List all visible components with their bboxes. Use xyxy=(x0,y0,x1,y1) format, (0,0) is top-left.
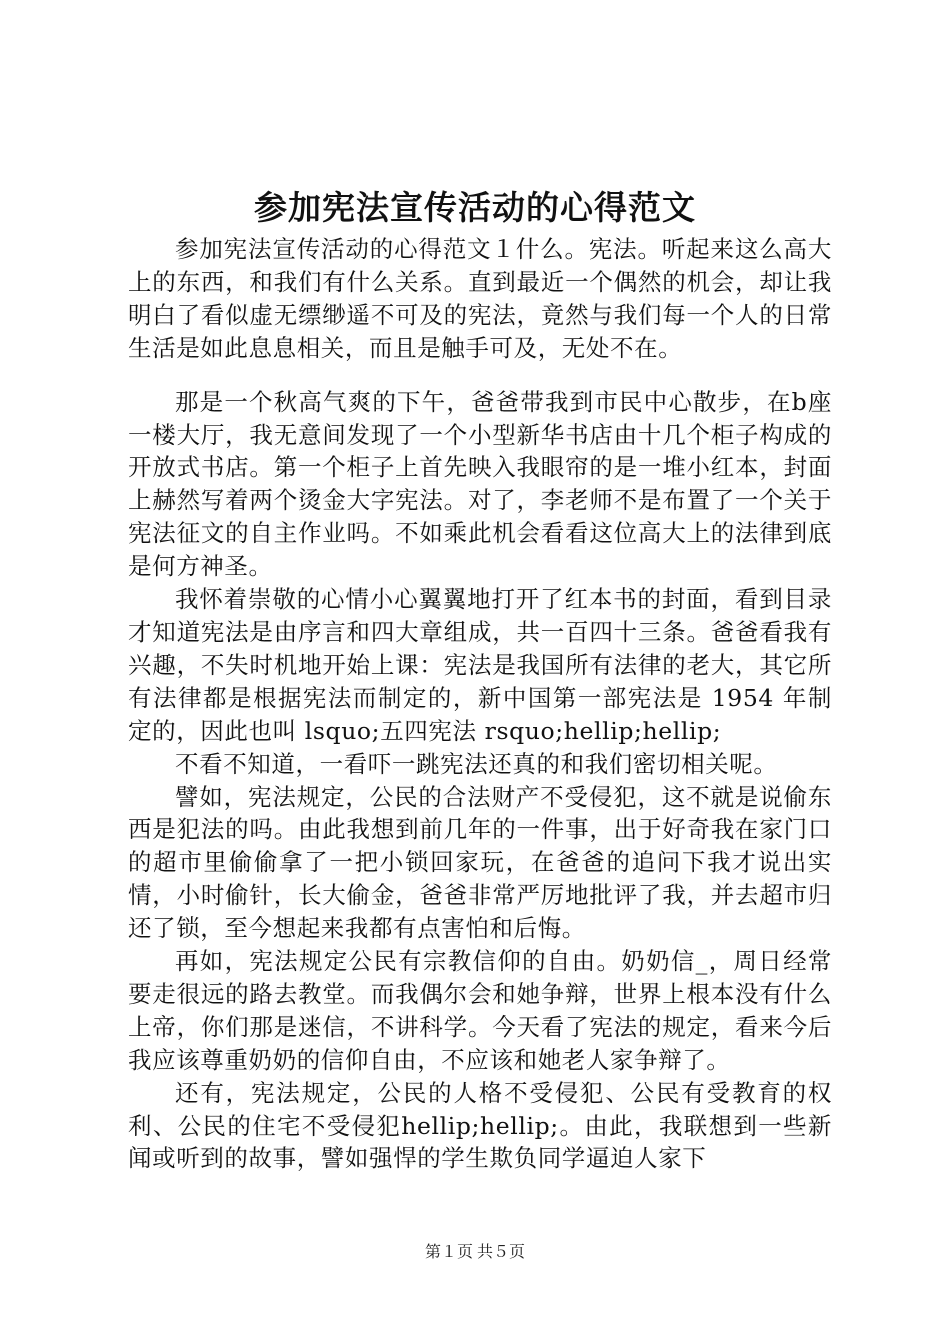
page-footer: 第１页 共５页 xyxy=(424,1244,525,1261)
paragraph: 还有，宪法规定，公民的人格不受侵犯、公民有受教育的权利、公民的住宅不受侵犯hellip;hellip;。由此，我联想到一些新闻或听到的故事，譬如强悍的学生欺负同学逼迫人家下 xyxy=(128,1078,832,1173)
document-title: 参加宪法宣传活动的心得范文 xyxy=(254,188,696,227)
paragraph: 那是一个秋高气爽的下午，爸爸带我到市民中心散步，在b座一楼大厅，我无意间发现了一个小型新华书店由十几个柜子构成的开放式书店。第一个柜子上首先映入我眼帘的是一堆小红本，封面上赫然写着两个烫金大字宪法。对了，李老师不是布置了一个关于宪法征文的自主作业吗。不如乘此机会看看这位高大上的法律到底是何方神圣。 xyxy=(128,387,832,581)
paragraph: 再如，宪法规定公民有宗教信仰的自由。奶奶信_，周日经常要走很远的路去教堂。而我偶尔会和她争辩，世界上根本没有什么上帝，你们那是迷信，不讲科学。今天看了宪法的规定，看来今后我应该尊重奶奶的信仰自由，不应该和她老人家争辩了。 xyxy=(128,947,832,1074)
paragraph: 参加宪法宣传活动的心得范文１什么。宪法。听起来这么高大上的东西，和我们有什么关系。直到最近一个偶然的机会，却让我明白了看似虚无缥缈遥不可及的宪法，竟然与我们每一个人的日常生活是如此息息相关，而且是触手可及，无处不在。 xyxy=(128,235,832,362)
document-body xyxy=(128,233,832,1175)
paragraph: 不看不知道，一看吓一跳宪法还真的和我们密切相关呢。 xyxy=(175,749,778,778)
paragraph: 我怀着崇敬的心情小心翼翼地打开了红本书的封面，看到目录才知道宪法是由序言和四大章组成，共一百四十三条。爸爸看我有兴趣，不失时机地开始上课：宪法是我国所有法律的老大，其它所有法律都是根据宪法而制定的，新中国第一部宪法是 1954 年制定的，因此也叫 lsquo;五四宪法 rsquo;hellip;hellip; xyxy=(128,585,832,745)
paragraph: 譬如，宪法规定，公民的合法财产不受侵犯，这不就是说偷东西是犯法的吗。由此我想到前几年的一件事，出于好奇我在家门口的超市里偷偷拿了一把小锁回家玩，在爸爸的追问下我才说出实情，小时偷针，长大偷金，爸爸非常严厉地批评了我，并去超市归还了锁，至今想起来我都有点害怕和后悔。 xyxy=(128,782,832,943)
